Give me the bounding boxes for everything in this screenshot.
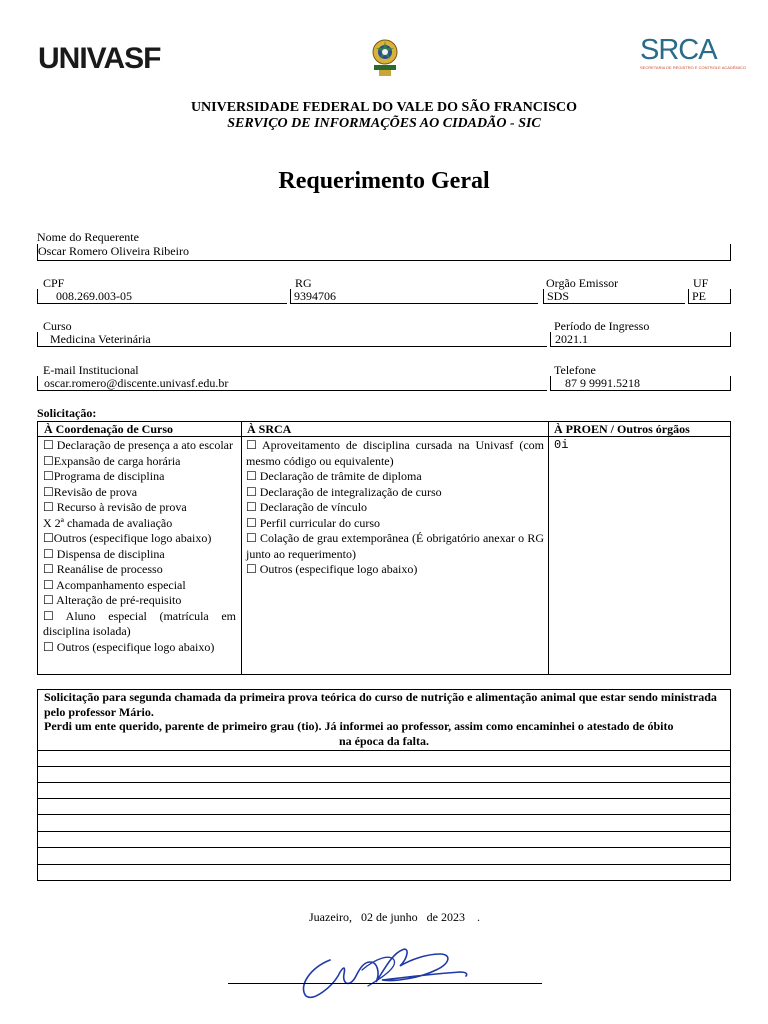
option-perfil-curricular[interactable]: ☐ Perfil curricular do curso bbox=[246, 515, 381, 530]
cpf-field[interactable] bbox=[37, 289, 287, 304]
service-name: SERVIÇO DE INFORMAÇÕES AO CIDADÃO - SIC bbox=[227, 116, 541, 131]
srca-options bbox=[246, 438, 544, 578]
option-revisao-prova[interactable]: ☐Revisão de prova bbox=[43, 484, 138, 499]
univasf-logo-text: UNIVASF bbox=[38, 42, 161, 75]
option-acompanhamento-especial[interactable]: ☐ Acompanhamento especial bbox=[43, 577, 186, 592]
coordenacao-options bbox=[43, 438, 236, 655]
nome-field[interactable] bbox=[37, 244, 731, 261]
telefone-field[interactable] bbox=[550, 376, 731, 391]
rg-field[interactable] bbox=[290, 289, 538, 304]
period: . bbox=[476, 910, 480, 924]
curso-value: Medicina Veterinária bbox=[50, 332, 151, 346]
option-alteracao-prerequisito[interactable]: ☐ Alteração de pré-requisito bbox=[43, 593, 182, 607]
option-declaracao-presenca[interactable]: ☐ Declaração de presença a ato escolar bbox=[43, 438, 233, 452]
signature-line bbox=[228, 983, 542, 984]
ruled-line bbox=[38, 798, 730, 799]
univasf-logo bbox=[38, 42, 160, 76]
option-expansao-carga[interactable]: ☐Expansão de carga horária bbox=[43, 453, 181, 468]
solicitacao-table bbox=[37, 421, 731, 675]
nome-label: Nome do Requerente bbox=[37, 230, 139, 244]
orgao-field[interactable] bbox=[543, 289, 685, 304]
especificacao-line-2: Perdi um ente querido, parente de primeiro grau (tio). Já informei ao professor, assim como encaminhei o atestado de óbito bbox=[44, 719, 674, 733]
university-name: UNIVERSIDADE FEDERAL DO VALE DO SÃO FRANCISCO bbox=[190, 100, 578, 115]
uf-field[interactable] bbox=[688, 289, 731, 304]
cpf-label: CPF bbox=[43, 276, 65, 290]
date-line bbox=[309, 910, 480, 925]
signature-icon bbox=[290, 940, 480, 1002]
nome-value: Oscar Romero Oliveira Ribeiro bbox=[38, 244, 189, 258]
uf-value: PE bbox=[692, 289, 707, 303]
curso-label: Curso bbox=[43, 319, 72, 333]
telefone-label: Telefone bbox=[554, 363, 596, 377]
option-recurso-revisao[interactable]: ☐ Recurso à revisão de prova bbox=[43, 500, 187, 514]
ruled-line bbox=[38, 766, 730, 767]
orgao-value: SDS bbox=[547, 289, 570, 303]
option-reanalise-processo[interactable]: ☐ Reanálise de processo bbox=[43, 562, 163, 576]
coordenacao-column-header: À Coordenação de Curso bbox=[44, 422, 173, 436]
ruled-line bbox=[38, 831, 730, 832]
telefone-value: 87 9 9991.5218 bbox=[565, 376, 640, 390]
option-outros-2[interactable]: ☐ Outros (especifique logo abaixo) bbox=[43, 639, 215, 654]
day[interactable]: 02 bbox=[360, 910, 373, 924]
option-declaracao-vinculo[interactable]: ☐ Declaração de vínculo bbox=[246, 500, 368, 514]
option-segunda-chamada[interactable]: X 2ª chamada de avaliação bbox=[43, 515, 173, 530]
document-title: Requerimento Geral bbox=[278, 168, 490, 194]
especificacao-box bbox=[37, 689, 731, 881]
ruled-line bbox=[38, 864, 730, 865]
especificacao-line-1: Solicitação para segunda chamada da primeira prova teórica do curso de nutrição e alimentação animal que estar sendo ministrada pelo professor Mário. bbox=[44, 690, 717, 719]
solicitacao-label: Solicitação: bbox=[37, 406, 97, 420]
curso-field[interactable] bbox=[37, 332, 547, 347]
proen-value[interactable]: 0i bbox=[554, 438, 569, 452]
periodo-value: 2021.1 bbox=[555, 332, 588, 346]
periodo-field[interactable] bbox=[550, 332, 731, 347]
de-1: de bbox=[375, 910, 388, 924]
rg-label: RG bbox=[295, 276, 312, 290]
option-colacao-grau[interactable]: ☐ Colação de grau extemporânea (É obrigatório anexar o RG junto ao requerimento) bbox=[246, 531, 544, 561]
option-aluno-especial[interactable]: ☐ Aluno especial (matrícula em disciplina isolada) bbox=[43, 608, 236, 638]
option-programa-disciplina[interactable]: ☐Programa de disciplina bbox=[43, 469, 165, 483]
year[interactable]: 2023 bbox=[440, 910, 465, 924]
rg-value: 9394706 bbox=[294, 289, 336, 303]
option-integralizacao-curso[interactable]: ☐ Declaração de integralização de curso bbox=[246, 484, 442, 499]
uf-label: UF bbox=[693, 276, 709, 290]
column-divider bbox=[241, 422, 242, 674]
email-label: E-mail Institucional bbox=[43, 363, 139, 377]
ruled-line bbox=[38, 814, 730, 815]
ruled-line bbox=[38, 782, 730, 783]
srca-logo bbox=[640, 34, 746, 76]
month[interactable]: junho bbox=[390, 910, 418, 924]
srca-column-header: À SRCA bbox=[247, 422, 292, 436]
periodo-label: Período de Ingresso bbox=[554, 319, 650, 333]
email-value: oscar.romero@discente.univasf.edu.br bbox=[44, 376, 229, 390]
option-outros-srca[interactable]: ☐ Outros (especifique logo abaixo) bbox=[246, 562, 418, 576]
srca-logo-text: SRCA bbox=[640, 34, 717, 66]
email-field[interactable] bbox=[37, 376, 547, 391]
especificacao-line-3: na época da falta. bbox=[339, 733, 429, 748]
orgao-label: Orgão Emissor bbox=[546, 276, 619, 290]
option-aproveitamento-disciplina[interactable]: ☐ Aproveitamento de disciplina cursada na Univasf (com mesmo código ou equivalente) bbox=[246, 438, 544, 468]
column-divider bbox=[548, 422, 549, 674]
srca-logo-subtitle: SECRETARIA DE REGISTRO E CONTROLE ACADÊMICO bbox=[640, 65, 746, 70]
cpf-value: 008.269.003-05 bbox=[56, 289, 132, 303]
de-2: de bbox=[426, 910, 438, 924]
option-outros-1[interactable]: ☐Outros (especifique logo abaixo) bbox=[43, 531, 212, 545]
option-dispensa-disciplina[interactable]: ☐ Dispensa de disciplina bbox=[43, 546, 165, 561]
especificacao-text[interactable] bbox=[44, 690, 724, 748]
ruled-line bbox=[38, 750, 730, 751]
ruled-line bbox=[38, 847, 730, 848]
city: Juazeiro, bbox=[309, 910, 352, 924]
brazil-coat-of-arms-icon bbox=[368, 36, 402, 78]
proen-column-header: À PROEN / Outros órgãos bbox=[554, 422, 690, 436]
option-tramite-diploma[interactable]: ☐ Declaração de trâmite de diploma bbox=[246, 469, 422, 483]
